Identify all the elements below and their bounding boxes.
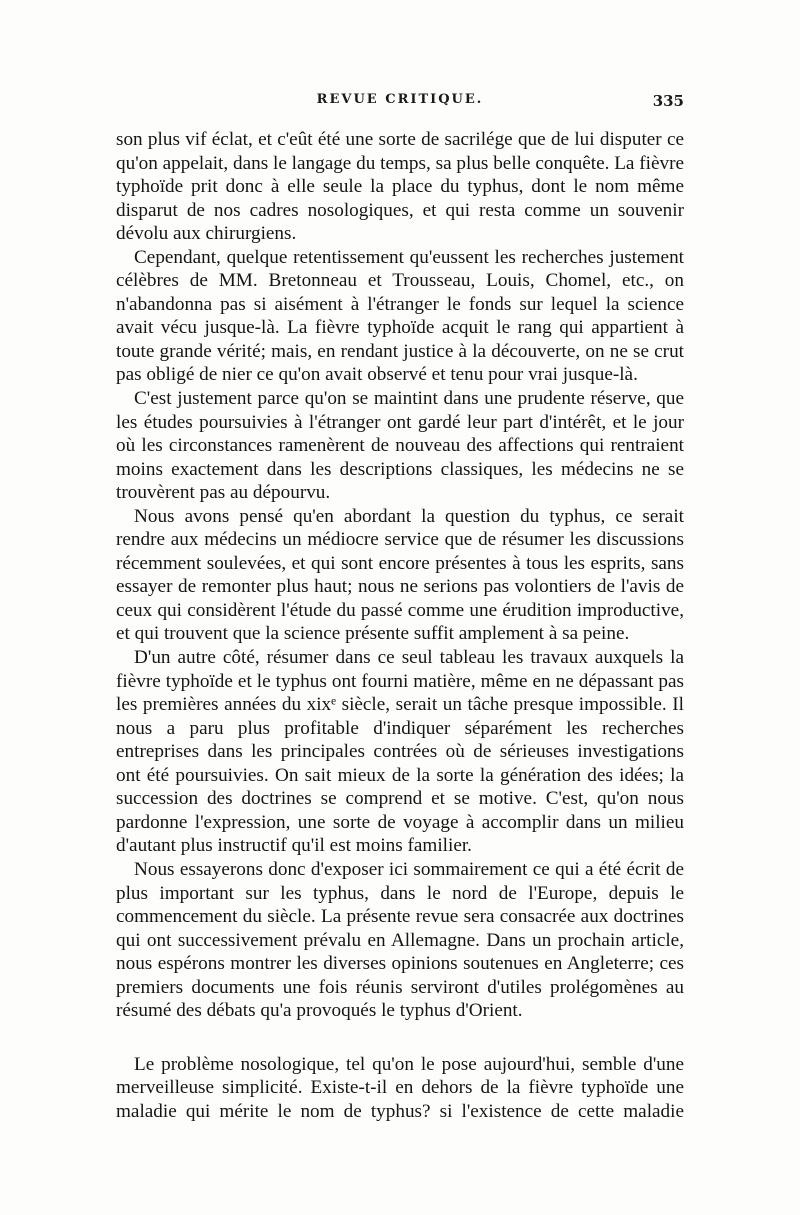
page-number: 335 [652, 92, 684, 110]
paragraph-1: son plus vif éclat, et c'eût été une sorte de sacrilége que de lui disputer ce qu'on appelait, dans le langage du temps, sa plus belle conquête. La fièvre typhoïde prit donc à elle seule la place du typhus, dont le nom même disparut de nos cadres nosologiques, et qui resta comme un souvenir dévolu aux chirurgiens. [116, 129, 684, 245]
text-column [116, 128, 684, 1123]
paragraph-2: Cependant, quelque retentissement qu'eussent les recherches justement célèbres de MM. Bretonneau et Trousseau, Louis, Chomel, etc., on n'abandonna pas si aisément à l'étranger le fonds sur lequel la science avait vécu jusque-là. La fièvre typhoïde acquit le rang qui appartient à toute grande vérité; mais, en rendant justice à la découverte, on ne se crut pas obligé de nier ce qu'on avait observé et tenu pour vrai jusque-là. [116, 246, 684, 386]
paragraph-5: D'un autre côté, résumer dans ce seul tableau les travaux auxquels la fièvre typhoïde et le typhus ont fourni matière, même en ne dépassant pas les premières années du xixᵉ siècle, serait un tâche presque impossible. Il nous a paru plus profitable d'indiquer séparément les recherches entreprises dans les principales contrées où de sérieuses investigations ont été poursuivies. On sait mieux de la sorte la génération des idées; la succession des doctrines se comprend et se motive. C'est, qu'on nous pardonne l'expression, une sorte de voyage à accomplir dans un milieu d'autant plus instructif qu'il est moins familier. [116, 647, 684, 857]
paragraph-6: Nous essayerons donc d'exposer ici sommairement ce qui a été écrit de plus important sur les typhus, dans le nord de l'Europe, depuis le commencement du siècle. La présente revue sera consacrée aux doctrines qui ont successivement prévalu en Allemagne. Dans un prochain article, nous espérons montrer les diverses opinions soutenues en Angleterre; ces premiers documents une fois réunis serviront d'utiles prolégomènes au résumé des débats qu'a provoqués le typhus d'Orient. [116, 858, 684, 1022]
paragraph-4: Nous avons pensé qu'en abordant la question du typhus, ce serait rendre aux médecins un médiocre service que de résumer les discussions récemment soulevées, et qui sont encore présentes à tous les esprits, sans essayer de remonter plus haut; nous ne serions pas volontiers de l'avis de ceux qui considèrent l'étude du passé comme une érudition improductive, et qui trouvent que la science présente suffit amplement à sa peine. [116, 505, 684, 645]
running-title: REVUE CRITIQUE. [316, 92, 484, 107]
paragraph-7: Le problème nosologique, tel qu'on le pose aujourd'hui, semble d'une merveilleuse simplicité. Existe-t-il en dehors de la fièvre typhoïde une maladie qui mérite le nom de typhus? si l'existence de cette maladie [116, 1053, 684, 1122]
running-head [116, 92, 684, 116]
paragraph-3: C'est justement parce qu'on se maintint dans une prudente réserve, que les études poursuivies à l'étranger ont gardé leur part d'intérêt, et le jour où les circonstances ramenèrent de nouveau des affections qui rentraient moins exactement dans les descriptions classiques, les médecins ne se trouvèrent pas au dépourvu. [116, 388, 684, 504]
